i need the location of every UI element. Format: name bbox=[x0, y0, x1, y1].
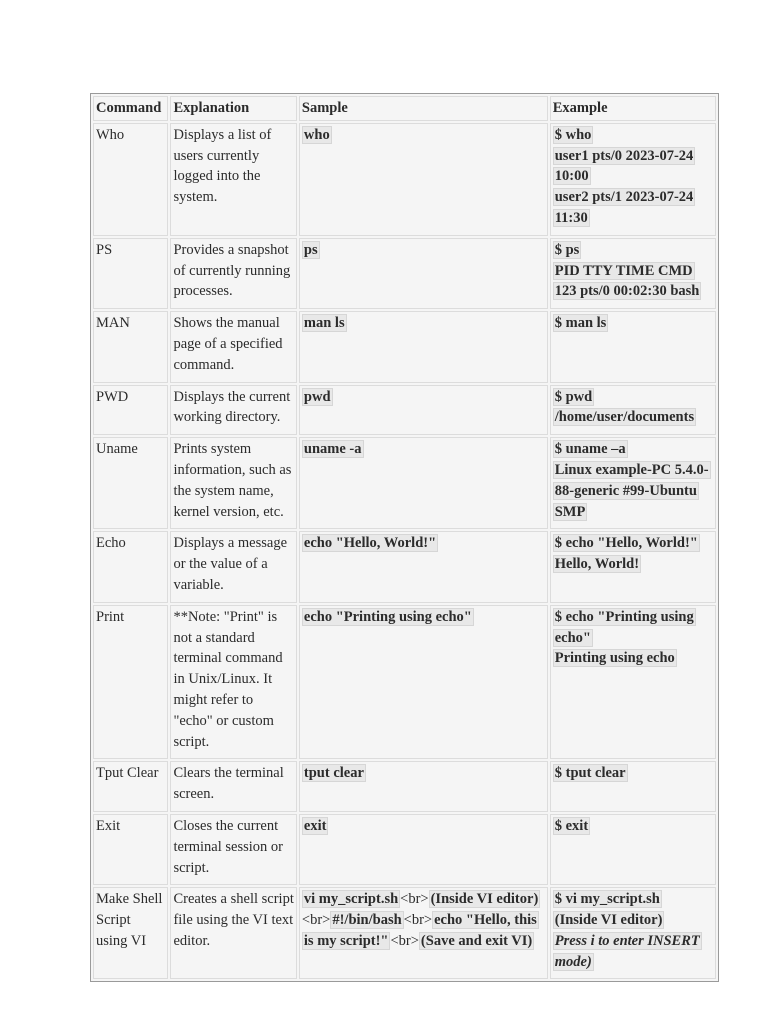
cell-explanation: Displays a message or the value of a variable. bbox=[170, 531, 296, 602]
example-line bbox=[553, 554, 713, 575]
cell-command: Print bbox=[93, 605, 168, 760]
cell-sample bbox=[299, 887, 548, 979]
table-row bbox=[93, 385, 716, 436]
cell-explanation: Closes the current terminal session or script. bbox=[170, 814, 296, 885]
code-snippet: #!/bin/bash bbox=[332, 912, 402, 929]
code-snippet: $ echo "Hello, World!" bbox=[554, 535, 698, 552]
code-snippet: (Inside VI editor) bbox=[554, 912, 663, 929]
cell-example bbox=[550, 437, 716, 529]
example-line bbox=[553, 460, 713, 522]
table-row bbox=[93, 311, 716, 382]
code-snippet: exit bbox=[303, 817, 327, 834]
code-snippet: $ who bbox=[554, 126, 592, 143]
example-line bbox=[553, 648, 713, 669]
cell-command: Exit bbox=[93, 814, 168, 885]
code-snippet: who bbox=[303, 126, 330, 143]
code-snippet: $ tput clear bbox=[554, 765, 626, 782]
code-snippet: $ pwd bbox=[554, 388, 593, 405]
example-line bbox=[553, 910, 713, 931]
example-line bbox=[553, 889, 713, 910]
table-row bbox=[93, 531, 716, 602]
table-row bbox=[93, 238, 716, 309]
code-snippet: man ls bbox=[303, 315, 345, 332]
cell-example bbox=[550, 385, 716, 436]
literal-text: <br> bbox=[400, 891, 429, 908]
code-snippet: Linux example-PC 5.4.0-88-generic #99-Ubuntu SMP bbox=[554, 461, 709, 520]
header-explanation: Explanation bbox=[170, 96, 296, 121]
table-row bbox=[93, 761, 716, 812]
example-line bbox=[553, 407, 713, 428]
example-line bbox=[553, 533, 713, 554]
literal-text: <br> bbox=[390, 932, 419, 949]
cell-sample bbox=[299, 238, 548, 309]
table-body bbox=[93, 123, 716, 980]
example-line bbox=[553, 261, 713, 282]
code-snippet: ps bbox=[303, 241, 318, 258]
cell-example bbox=[550, 761, 716, 812]
code-snippet: $ exit bbox=[554, 817, 589, 834]
example-line bbox=[553, 125, 713, 146]
cell-explanation: Shows the manual page of a specified command. bbox=[170, 311, 296, 382]
cell-command: Who bbox=[93, 123, 168, 236]
cell-explanation: Displays the current working directory. bbox=[170, 385, 296, 436]
cell-sample bbox=[299, 814, 548, 885]
code-snippet: $ ps bbox=[554, 241, 580, 258]
cell-command: Tput Clear bbox=[93, 761, 168, 812]
example-line bbox=[553, 763, 713, 784]
header-command: Command bbox=[93, 96, 168, 121]
code-snippet: Press i to enter INSERT mode) bbox=[554, 932, 700, 970]
cell-command: PS bbox=[93, 238, 168, 309]
example-line bbox=[553, 931, 713, 973]
cell-explanation: Prints system information, such as the system name, kernel version, etc. bbox=[170, 437, 296, 529]
cell-command: Make Shell Script using VI bbox=[93, 887, 168, 979]
literal-text: <br> bbox=[403, 912, 433, 929]
commands-table bbox=[90, 93, 719, 982]
code-snippet: Hello, World! bbox=[554, 556, 640, 573]
cell-sample bbox=[299, 123, 548, 236]
cell-sample bbox=[299, 311, 548, 382]
table-row bbox=[93, 605, 716, 760]
cell-example bbox=[550, 531, 716, 602]
cell-sample bbox=[299, 531, 548, 602]
cell-explanation: Displays a list of users currently logged into the system. bbox=[170, 123, 296, 236]
cell-command: PWD bbox=[93, 385, 168, 436]
cell-sample bbox=[299, 437, 548, 529]
example-line bbox=[553, 146, 713, 188]
code-snippet: vi my_script.sh bbox=[303, 891, 399, 908]
code-snippet: (Inside VI editor) bbox=[430, 891, 539, 908]
example-line bbox=[553, 313, 713, 334]
code-snippet: PID TTY TIME CMD bbox=[554, 262, 693, 279]
code-snippet: user1 pts/0 2023-07-24 10:00 bbox=[554, 147, 694, 185]
code-snippet: $ echo "Printing using echo" bbox=[554, 608, 694, 646]
cell-sample bbox=[299, 605, 548, 760]
code-snippet: uname -a bbox=[303, 441, 362, 458]
cell-example bbox=[550, 605, 716, 760]
table-row bbox=[93, 814, 716, 885]
table-row bbox=[93, 437, 716, 529]
table-header-row bbox=[93, 96, 716, 121]
example-line bbox=[553, 187, 713, 229]
example-line bbox=[553, 816, 713, 837]
code-snippet: $ vi my_script.sh bbox=[554, 891, 660, 908]
example-line bbox=[553, 240, 713, 261]
example-line bbox=[553, 607, 713, 649]
code-snippet: /home/user/documents bbox=[554, 409, 695, 426]
code-snippet: $ uname –a bbox=[554, 441, 626, 458]
example-line bbox=[553, 439, 713, 460]
cell-explanation: Clears the terminal screen. bbox=[170, 761, 296, 812]
table-row bbox=[93, 887, 716, 979]
code-snippet: Printing using echo bbox=[554, 650, 675, 667]
cell-example bbox=[550, 238, 716, 309]
cell-explanation: Provides a snapshot of currently running processes. bbox=[170, 238, 296, 309]
cell-explanation: **Note: "Print" is not a standard terminal command in Unix/Linux. It might refer to "echo" or custom script. bbox=[170, 605, 296, 760]
example-line bbox=[553, 281, 713, 302]
code-snippet: $ man ls bbox=[554, 315, 607, 332]
cell-sample bbox=[299, 385, 548, 436]
cell-example bbox=[550, 123, 716, 236]
code-snippet: echo "Hello, World!" bbox=[303, 535, 437, 552]
example-line bbox=[553, 387, 713, 408]
cell-sample bbox=[299, 761, 548, 812]
cell-command: Echo bbox=[93, 531, 168, 602]
code-snippet: pwd bbox=[303, 388, 331, 405]
header-example: Example bbox=[550, 96, 716, 121]
table-row bbox=[93, 123, 716, 236]
cell-example bbox=[550, 814, 716, 885]
header-sample: Sample bbox=[299, 96, 548, 121]
code-snippet: (Save and exit VI) bbox=[420, 932, 533, 949]
code-snippet: user2 pts/1 2023-07-24 11:30 bbox=[554, 189, 694, 226]
code-snippet: echo "Printing using echo" bbox=[303, 608, 472, 625]
cell-command: MAN bbox=[93, 311, 168, 382]
cell-explanation: Creates a shell script file using the VI text editor. bbox=[170, 887, 296, 979]
cell-example bbox=[550, 311, 716, 382]
code-snippet: tput clear bbox=[303, 765, 364, 782]
cell-example bbox=[550, 887, 716, 979]
cell-command: Uname bbox=[93, 437, 168, 529]
code-snippet: echo "Hello, this is my script!" bbox=[303, 912, 537, 949]
code-snippet: 123 pts/0 00:02:30 bash bbox=[554, 283, 700, 300]
literal-text: <br> bbox=[301, 912, 331, 929]
